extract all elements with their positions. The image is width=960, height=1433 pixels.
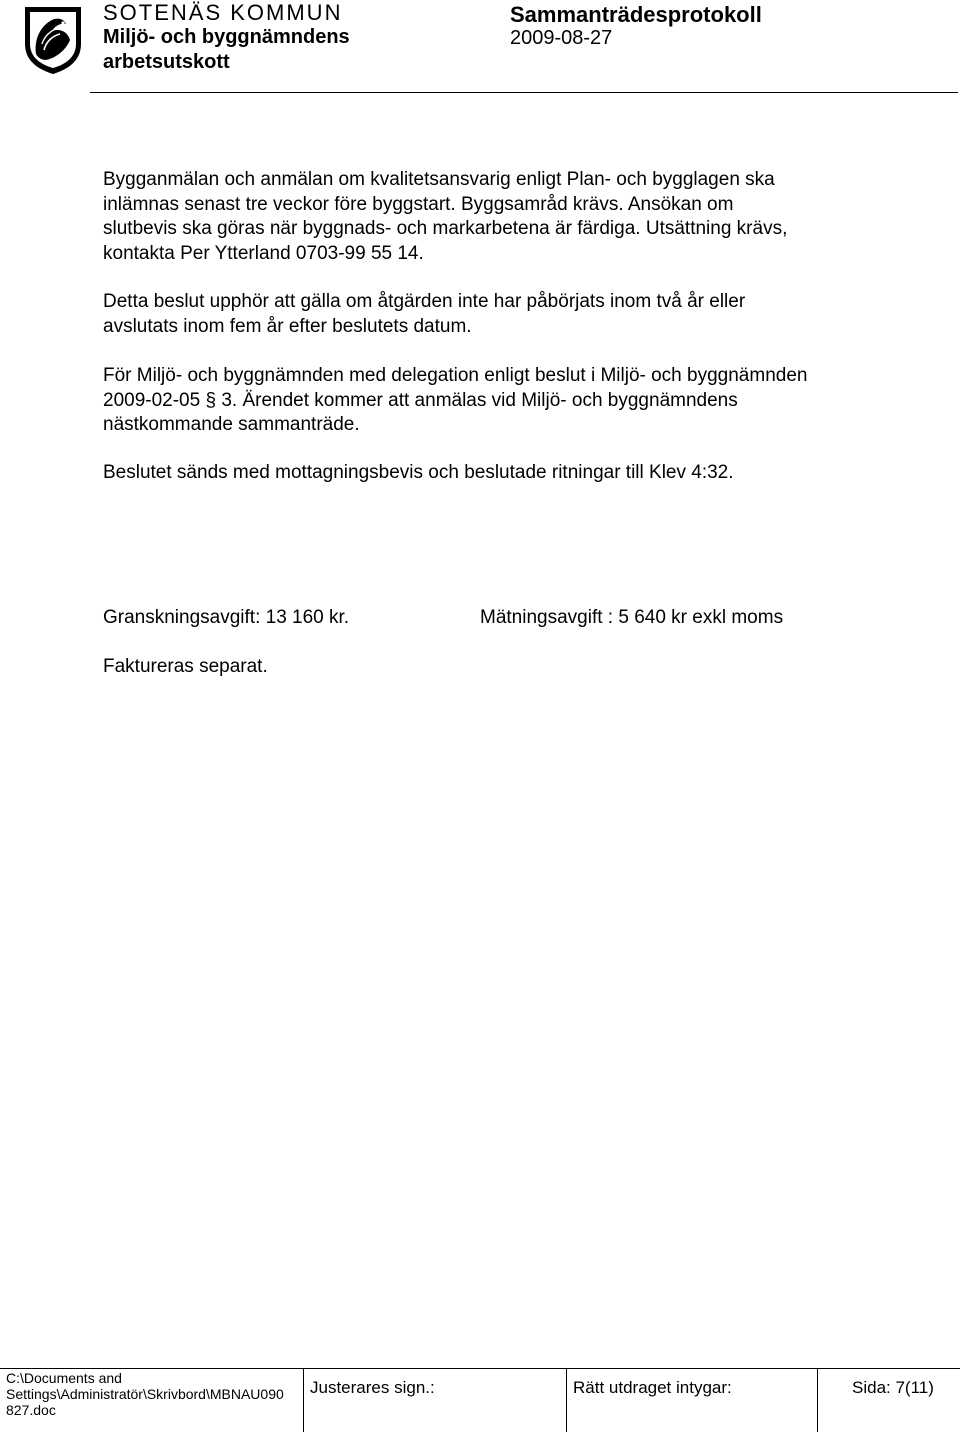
review-fee: Granskningsavgift: 13 160 kr.: [103, 607, 350, 628]
paragraph-building-notice: [103, 168, 893, 266]
extract-certified-label: Rätt utdraget intygar:: [573, 1378, 732, 1397]
page-number-cell: [817, 1369, 958, 1432]
text-line: Bygganmälan och anmälan om kvalitetsansvarig enligt Plan- och bygglagen ska: [103, 169, 775, 190]
paragraph-delegation: [103, 364, 893, 438]
file-path-line: C:\Documents and: [6, 1370, 122, 1386]
text-line: 2009-02-05 § 3. Ärendet kommer att anmälas vid Miljö- och byggnämndens: [103, 389, 738, 411]
paragraph-decision-validity: [103, 290, 893, 339]
file-path: [6, 1369, 302, 1433]
text-line: inlämnas senast tre veckor före byggstart. Byggsamråd krävs. Ansökan om: [103, 193, 734, 215]
department-name-line2: arbetsutskott: [103, 51, 230, 73]
sotenas-coat-of-arms-logo: [22, 4, 84, 76]
meeting-date: 2009-08-27: [510, 27, 613, 49]
page-footer: [0, 1368, 960, 1433]
text-line: Detta beslut upphör att gälla om åtgärden inte har påbörjats inom två år eller: [103, 291, 746, 312]
document-title: Sammanträdesprotokoll: [510, 2, 762, 27]
adjuster-sign-cell: [303, 1369, 566, 1432]
text-line: För Miljö- och byggnämnden med delegation enligt beslut i Miljö- och byggnämnden: [103, 365, 808, 386]
paragraph-distribution: Beslutet sänds med mottagningsbevis och beslutade ritningar till Klev 4:32.: [103, 462, 734, 483]
adjuster-sign-label: Justerares sign.:: [310, 1378, 435, 1397]
department-name: Miljö- och byggnämndens: [103, 26, 350, 48]
text-line: kontakta Per Ytterland 0703-99 55 14.: [103, 242, 424, 264]
page-number: Sida: 7(11): [852, 1378, 934, 1397]
measurement-fee: Mätningsavgift : 5 640 kr exkl moms: [480, 607, 784, 628]
organization-name: SOTENÄS KOMMUN: [103, 0, 343, 25]
text-line: slutbevis ska göras när byggnads- och markarbetena är färdiga. Utsättning krävs,: [103, 218, 788, 239]
file-path-line: 827.doc: [6, 1402, 56, 1418]
text-line: nästkommande sammanträde.: [103, 414, 360, 435]
invoice-note: Faktureras separat.: [103, 656, 268, 677]
text-line: avslutats inom fem år efter beslutets datum.: [103, 315, 472, 337]
file-path-line: Settings\Administratör\Skrivbord\MBNAU090: [6, 1386, 284, 1402]
header-divider: [90, 92, 958, 93]
extract-certified-cell: [566, 1369, 817, 1432]
